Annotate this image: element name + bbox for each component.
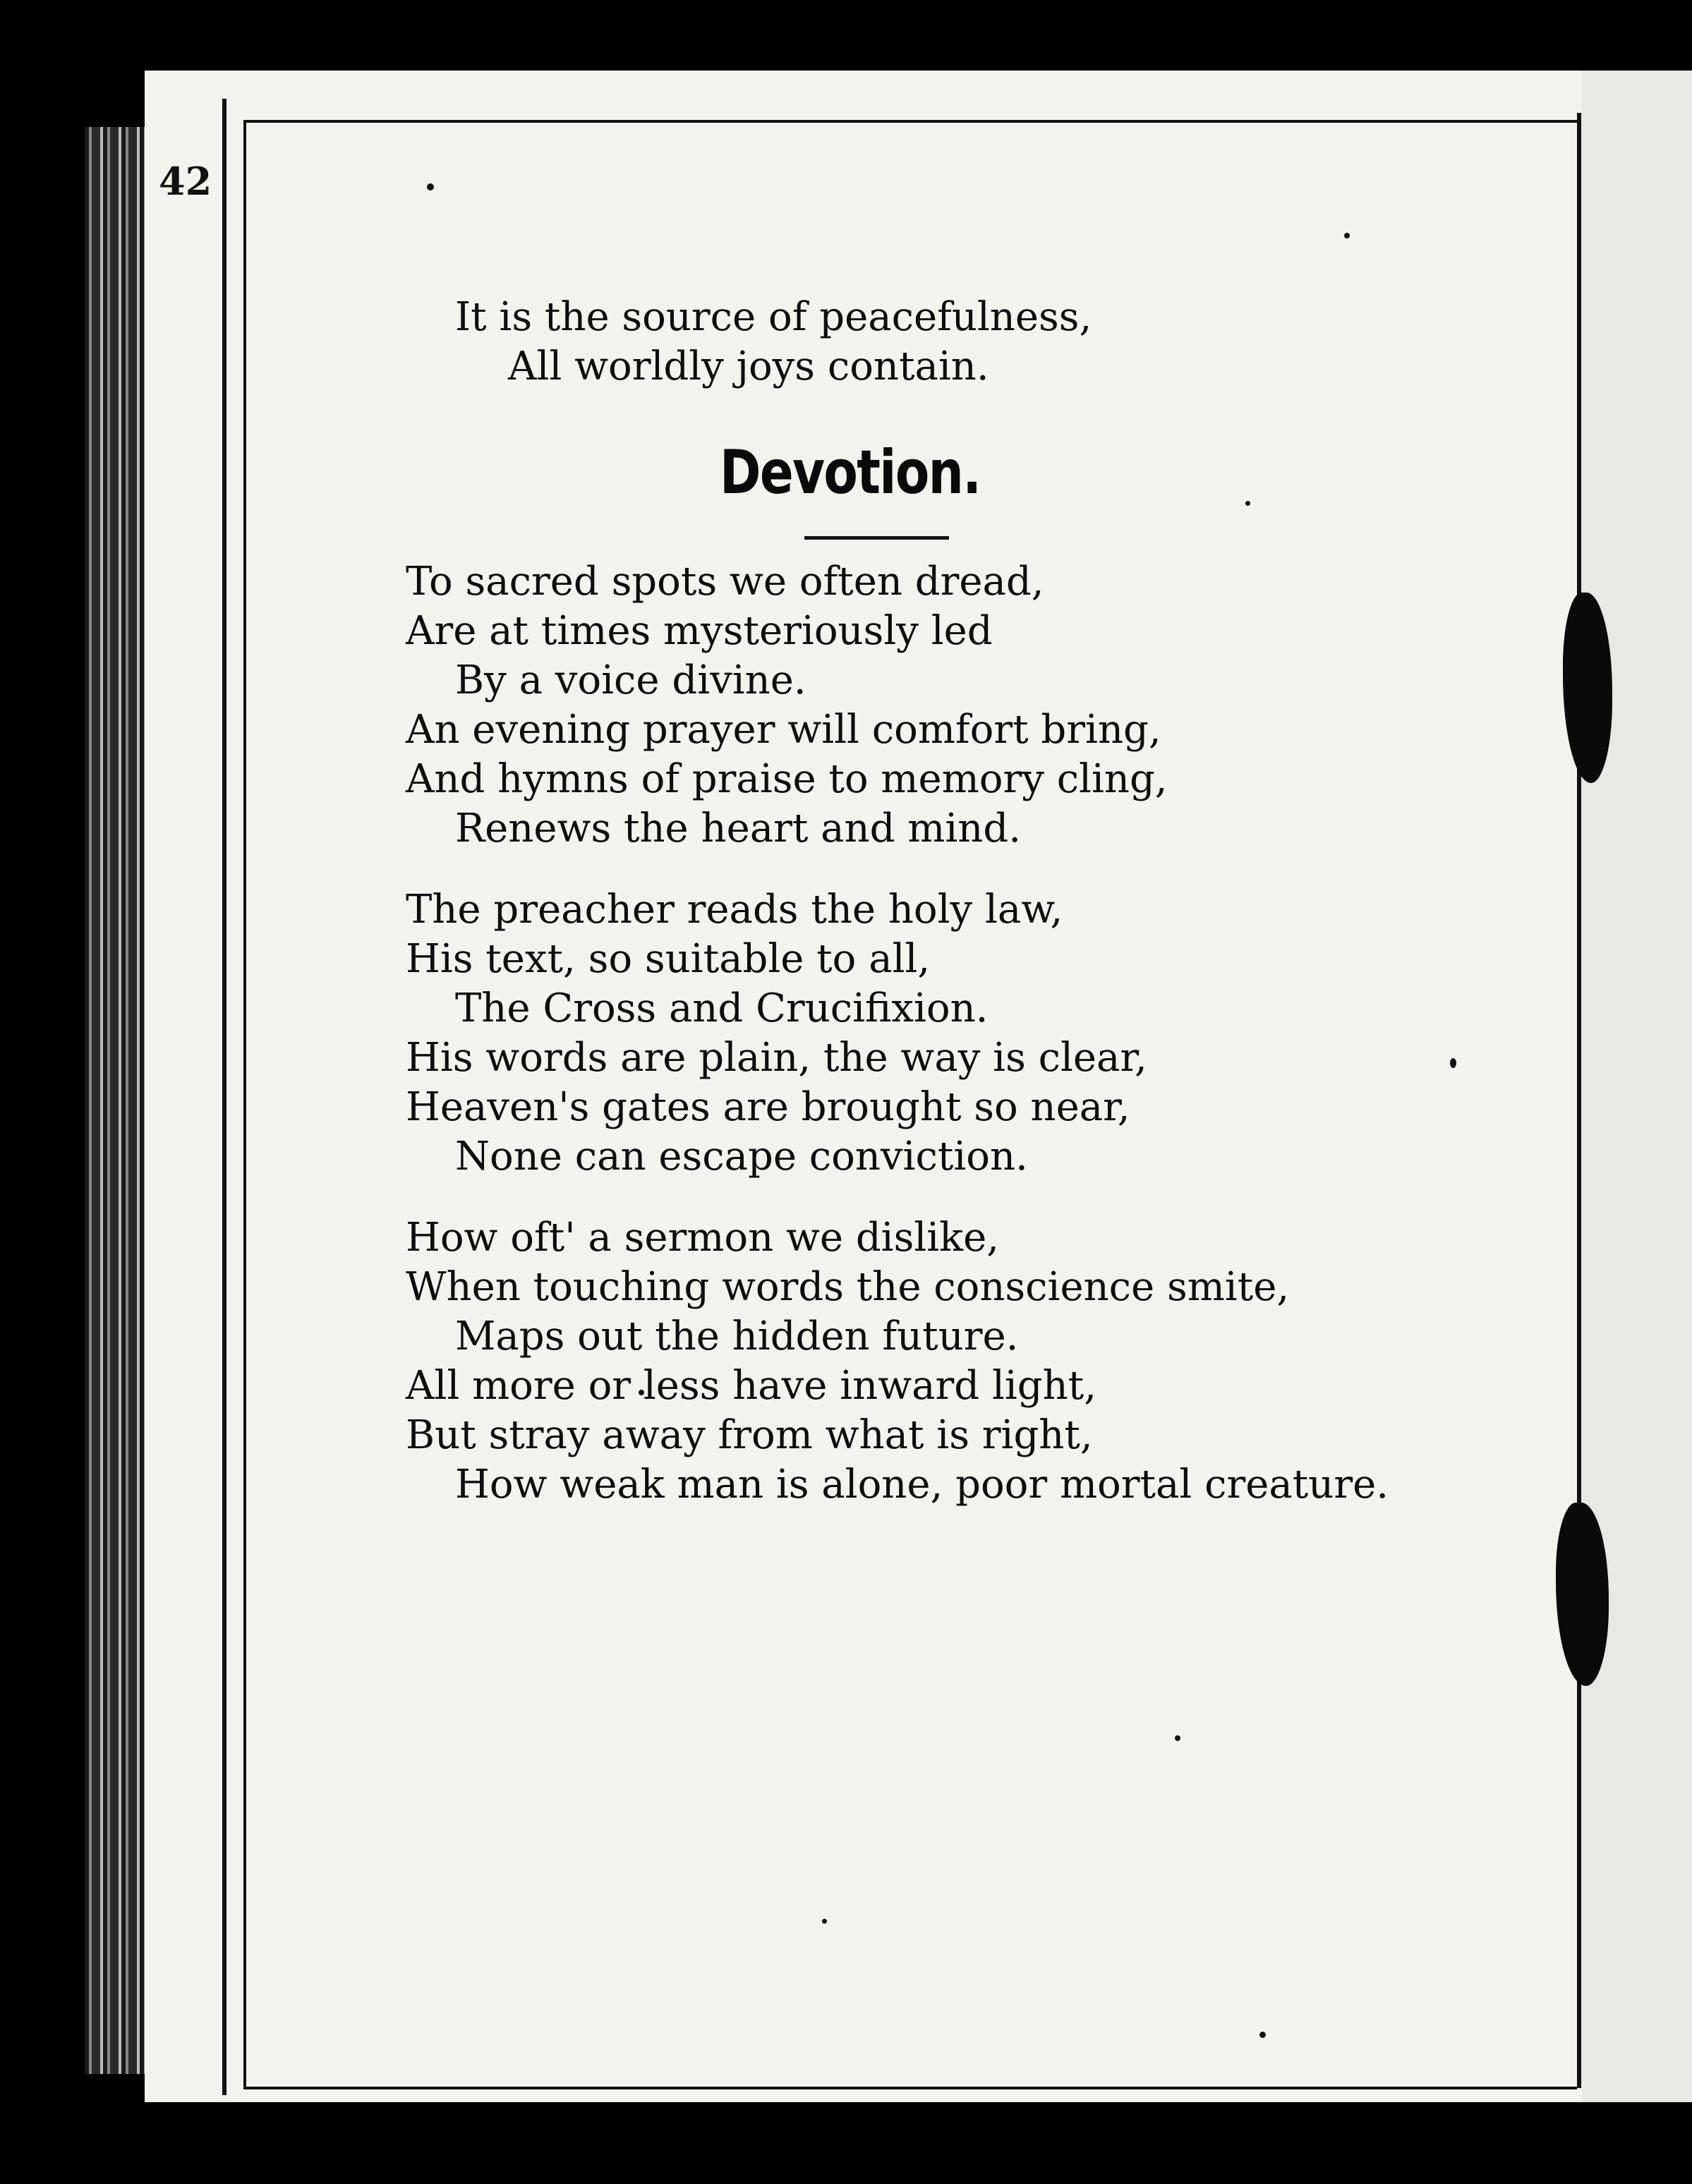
- page-border-bottom: [243, 2087, 1577, 2089]
- page-border-left-inner: [243, 120, 246, 2088]
- poem-line: How oft' a sermon we dislike,: [406, 1215, 1000, 1261]
- poem-line: His text, so suitable to all,: [406, 936, 931, 982]
- intro-line: All worldly joys contain.: [508, 344, 989, 389]
- speck: [1450, 1058, 1456, 1068]
- page-border-left-outer: [222, 99, 226, 2095]
- poem-line: His words are plain, the way is clear,: [406, 1035, 1147, 1081]
- poem-line: An evening prayer will comfort bring,: [406, 707, 1161, 753]
- poem-line: When touching words the conscience smite,: [406, 1264, 1290, 1310]
- poem-title: Devotion.: [720, 437, 981, 508]
- page-number: 42: [159, 159, 212, 204]
- speck: [822, 1919, 827, 1924]
- title-underline: [804, 536, 949, 540]
- speck: [1245, 501, 1250, 506]
- poem-line: The Cross and Crucifixion.: [455, 985, 989, 1031]
- poem-line: The preacher reads the holy law,: [406, 887, 1063, 933]
- poem-line: By a voice divine.: [455, 657, 806, 703]
- speck: [1344, 233, 1350, 238]
- poem-line: Are at times mysteriously led: [406, 608, 993, 654]
- facing-page-edge: [1581, 71, 1692, 2102]
- poem-line: Maps out the hidden future.: [455, 1314, 1019, 1359]
- book-spine-edge: [85, 127, 145, 2074]
- poem-line: None can escape conviction.: [455, 1134, 1028, 1179]
- poem-line: Heaven's gates are brought so near,: [406, 1084, 1130, 1130]
- speck: [1175, 1735, 1180, 1741]
- poem-line: To sacred spots we often dread,: [406, 559, 1044, 605]
- poem-line: All more or less have inward light,: [406, 1363, 1096, 1409]
- poem-line: How weak man is alone, poor mortal creature.: [455, 1462, 1389, 1507]
- poem-line: But stray away from what is right,: [406, 1412, 1093, 1458]
- page-border-top: [243, 120, 1577, 123]
- intro-line: It is the source of peacefulness,: [455, 294, 1092, 340]
- speck: [1259, 2032, 1266, 2038]
- poem-line: Renews the heart and mind.: [455, 806, 1021, 851]
- poem-line: And hymns of praise to memory cling,: [406, 756, 1168, 802]
- speck: [427, 183, 434, 190]
